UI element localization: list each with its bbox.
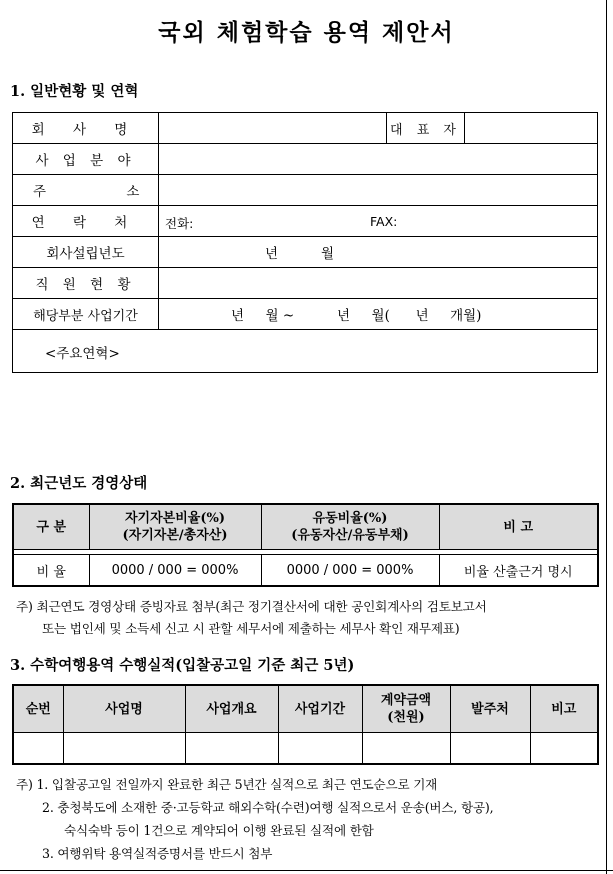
table-row — [13, 206, 598, 237]
table-row — [13, 330, 598, 373]
fax-label: FAX: — [370, 214, 398, 229]
section3-note1: 주) 1. 입찰공고일 전일까지 완료한 최근 5년간 실적으로 최근 연도순으로 기재 — [16, 777, 438, 792]
table-row — [13, 113, 598, 144]
header-remark: 비고 — [530, 685, 598, 733]
header-equity-ratio — [89, 504, 261, 550]
header-current-ratio-line2: (유동자산/유동부채) — [291, 528, 409, 543]
header-overview: 사업개요 — [185, 685, 278, 733]
row-label: 비 율 — [13, 555, 89, 587]
section1-heading: 1. 일반현황 및 연혁 — [10, 83, 139, 100]
header-project: 사업명 — [63, 685, 185, 733]
section3-note3: 3. 여행위탁 용역실적증명서를 반드시 첨부 — [42, 846, 273, 861]
header-amount — [362, 685, 450, 733]
table-row — [13, 555, 598, 587]
address-label: 주 소 — [13, 175, 159, 206]
section3-note2-line1: 2. 충청북도에 소재한 중·고등학교 해외수학(수련)여행 실적으로서 운송(버스, 항공), — [42, 800, 494, 815]
header-period: 사업기간 — [278, 685, 362, 733]
document-title: 국외 체험학습 용역 제안서 — [158, 19, 455, 46]
table-row — [13, 237, 598, 268]
section2-note-line1: 주) 최근연도 경영상태 증빙자료 첨부(최근 정기결산서에 대한 공인회계사의 검토보고서 — [16, 599, 487, 614]
header-current-ratio-line1: 유동비율(%) — [312, 511, 388, 526]
header-category: 구 분 — [13, 504, 89, 550]
history-cell — [13, 330, 598, 373]
period-label: 해당부분 사업기간 — [13, 299, 159, 330]
phone-label: 전화: — [165, 216, 194, 231]
contact-value — [159, 206, 598, 237]
section2-note-line2: 또는 법인세 및 소득세 신고 시 관할 세무서에 제출하는 세무사 확인 재무제표) — [42, 621, 460, 636]
table-row — [13, 299, 598, 330]
header-amount-line1: 계약금액 — [380, 693, 432, 708]
header-equity-ratio-line2: (자기자본/총자산) — [122, 528, 228, 543]
table-header-row — [13, 504, 598, 550]
founding-year-label: 회사설립년도 — [13, 237, 159, 268]
equity-ratio-value: 0000 / 000 = 000% — [89, 555, 261, 587]
section3-note2-line2: 숙식숙박 등이 1건으로 계약되어 이행 완료된 실적에 한함 — [64, 823, 374, 838]
table-header-row — [13, 685, 598, 733]
business-field-label: 사 업 분 야 — [13, 144, 159, 175]
performance-table — [12, 684, 599, 765]
header-client: 발주처 — [450, 685, 530, 733]
remark-value: 비율 산출근거 명시 — [439, 555, 598, 587]
header-equity-ratio-line1: 자기자본비율(%) — [124, 511, 225, 526]
contact-label: 연 락 처 — [13, 206, 159, 237]
table-row — [13, 733, 598, 765]
business-field-value — [159, 144, 598, 175]
page-right-border — [606, 0, 607, 874]
section2-heading: 2. 최근년도 경영상태 — [10, 475, 148, 492]
page-bottom-border — [0, 870, 613, 871]
history-label: <주요연혁> — [45, 346, 120, 362]
company-name-label: 회 사 명 — [13, 113, 159, 144]
period-value: 년 월 ~ 년 월( 년 개월) — [159, 299, 598, 330]
header-amount-line2: (천원) — [387, 710, 425, 725]
staff-value — [159, 268, 598, 299]
section3-heading: 3. 수학여행용역 수행실적(입찰공고일 기준 최근 5년) — [10, 657, 355, 674]
ceo-value — [465, 113, 598, 144]
table-row — [13, 268, 598, 299]
table-row — [13, 144, 598, 175]
address-value — [159, 175, 598, 206]
ceo-label: 대 표 자 — [387, 113, 465, 144]
staff-label: 직 원 현 황 — [13, 268, 159, 299]
company-name-value — [159, 113, 387, 144]
current-ratio-value: 0000 / 000 = 000% — [261, 555, 439, 587]
founding-year-value: 년 월 — [159, 237, 598, 268]
header-current-ratio — [261, 504, 439, 550]
table-row — [13, 175, 598, 206]
general-info-table — [12, 112, 598, 373]
header-no: 순번 — [13, 685, 63, 733]
financial-status-table — [12, 503, 599, 587]
header-remark: 비 고 — [439, 504, 598, 550]
